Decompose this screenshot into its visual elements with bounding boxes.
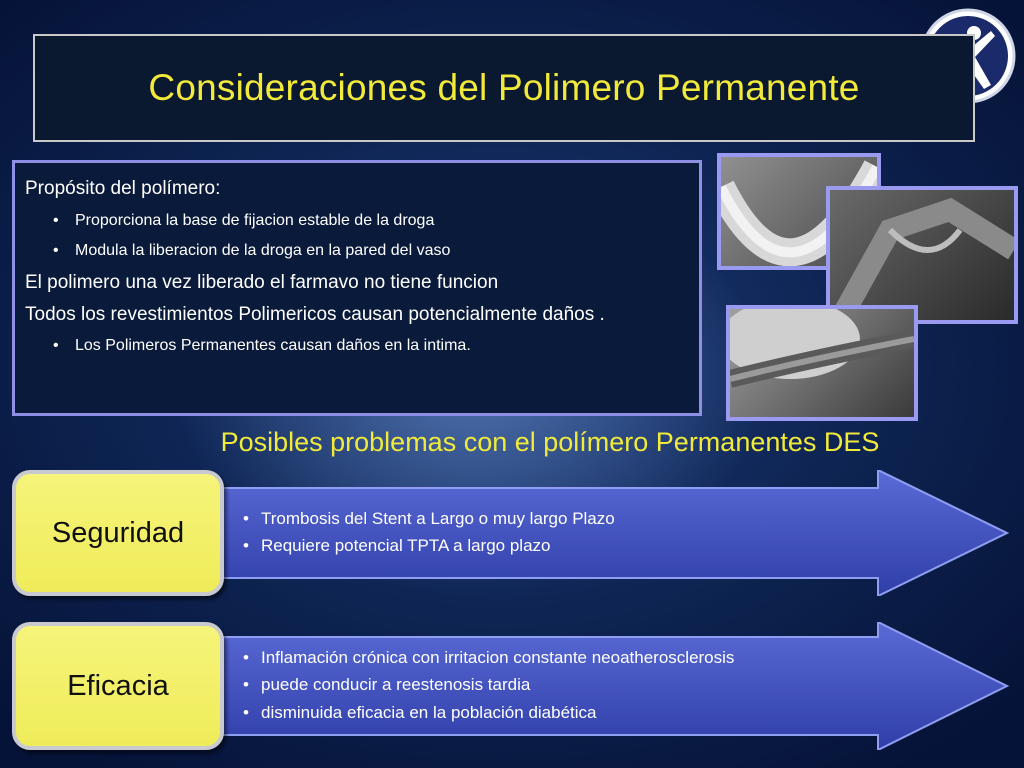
purpose-statement: El polimero una vez liberado el farmavo no tiene funcion bbox=[25, 271, 499, 293]
arrow-eficacia bbox=[12, 622, 1012, 750]
eficacia-item: • puede conducir a reestenosis tardia bbox=[237, 675, 734, 695]
stent-micrograph-3 bbox=[726, 305, 918, 421]
section-subtitle: Posibles problemas con el polímero Permanentes DES bbox=[220, 427, 880, 457]
eficacia-list bbox=[237, 648, 734, 730]
purpose-bullet-list bbox=[25, 211, 689, 261]
purpose-bullet-list-2 bbox=[25, 336, 689, 356]
eficacia-label: Eficacia bbox=[67, 669, 169, 702]
seguridad-item: • Requiere potencial TPTA a largo plazo bbox=[237, 536, 615, 556]
purpose-lead: Propósito del polímero: bbox=[25, 178, 221, 199]
arrow-seguridad bbox=[12, 470, 1012, 596]
purpose-box bbox=[12, 160, 702, 416]
seguridad-item: • Trombosis del Stent a Largo o muy largo Plazo bbox=[237, 509, 615, 529]
purpose-bullet: • Proporciona la base de fijacion estable de la droga bbox=[53, 211, 689, 231]
purpose-bullet: • Los Polimeros Permanentes causan daños en la intima. bbox=[53, 336, 689, 356]
title-box bbox=[33, 34, 975, 142]
seguridad-list bbox=[237, 509, 615, 564]
eficacia-item: • disminuida eficacia en la población diabética bbox=[237, 703, 734, 723]
slide-title: Consideraciones del Polimero Permanente bbox=[148, 67, 860, 108]
eficacia-pill bbox=[12, 622, 224, 750]
seguridad-label: Seguridad bbox=[51, 516, 185, 549]
purpose-bullet: • Modula la liberacion de la droga en la pared del vaso bbox=[53, 241, 689, 261]
seguridad-pill bbox=[12, 470, 224, 596]
stent-micrograph-2 bbox=[826, 186, 1018, 324]
eficacia-item: • Inflamación crónica con irritacion constante neoatherosclerosis bbox=[237, 648, 734, 668]
purpose-statement: Todos los revestimientos Polimericos causan potencialmente daños . bbox=[25, 304, 605, 326]
